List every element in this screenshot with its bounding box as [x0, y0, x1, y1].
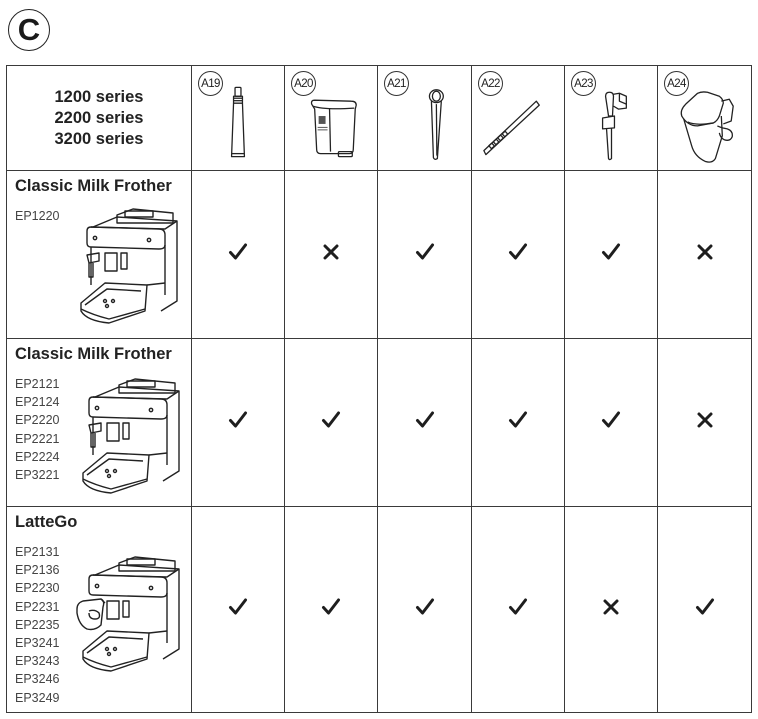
accessory-header-a20 — [285, 66, 378, 171]
model-code: EP2121 — [15, 377, 60, 391]
check-icon — [415, 597, 435, 617]
mark-cell — [658, 171, 752, 339]
model-code: EP3249 — [15, 690, 60, 705]
check-icon — [695, 597, 715, 617]
model-cell — [7, 171, 192, 339]
mark-cell — [658, 507, 752, 713]
series-label: 1200 series — [54, 87, 144, 106]
accessory-code: A20 — [291, 71, 316, 96]
model-codes — [15, 207, 59, 225]
model-code: EP3221 — [15, 468, 60, 483]
mark-cell — [565, 171, 658, 339]
mark-cell — [658, 339, 752, 507]
model-code: EP2221 — [15, 431, 60, 446]
check-icon — [228, 410, 248, 430]
model-title: Classic Milk Frother — [15, 345, 172, 363]
model-title: Classic Milk Frother — [15, 177, 172, 195]
cross-icon — [695, 242, 715, 262]
model-code: EP2235 — [15, 617, 60, 632]
mark-cell — [285, 339, 378, 507]
model-code: EP3243 — [15, 654, 60, 669]
header-row — [7, 66, 752, 171]
mark-cell — [285, 507, 378, 713]
mark-cell — [472, 171, 565, 339]
model-cell — [7, 339, 192, 507]
model-codes — [15, 543, 59, 707]
check-icon — [601, 242, 621, 262]
accessory-code: A21 — [384, 71, 409, 96]
model-code: EP1220 — [15, 209, 60, 223]
table-row — [7, 171, 752, 339]
check-icon — [228, 597, 248, 617]
cross-icon — [695, 410, 715, 430]
table-row — [7, 507, 752, 713]
model-code: EP2124 — [15, 395, 60, 410]
section-badge: C — [8, 9, 50, 51]
model-code: EP2224 — [15, 449, 60, 464]
mark-cell — [565, 339, 658, 507]
espresso-machine-lattego-icon — [75, 553, 191, 677]
series-list — [7, 66, 191, 170]
model-code: EP2230 — [15, 581, 60, 596]
model-code: EP2131 — [15, 545, 60, 559]
mark-cell — [378, 507, 472, 713]
cross-icon — [601, 597, 621, 617]
model-code: EP3246 — [15, 672, 60, 687]
check-icon — [228, 242, 248, 262]
accessory-code: A19 — [198, 71, 223, 96]
accessory-header-a21 — [378, 66, 472, 171]
espresso-machine-classic-frother-icon — [79, 375, 191, 497]
model-code: EP2220 — [15, 413, 60, 428]
accessory-code: A24 — [664, 71, 689, 96]
series-label: 2200 series — [54, 108, 144, 127]
mark-cell — [472, 507, 565, 713]
mark-cell — [192, 507, 285, 713]
model-codes — [15, 375, 59, 484]
model-cell — [7, 507, 192, 713]
compatibility-table — [6, 65, 752, 713]
model-code: EP2231 — [15, 599, 60, 614]
accessory-header-a24 — [658, 66, 752, 171]
model-title: LatteGo — [15, 513, 78, 531]
check-icon — [601, 410, 621, 430]
mark-cell — [472, 339, 565, 507]
accessory-code: A22 — [478, 71, 503, 96]
check-icon — [321, 410, 341, 430]
model-code: EP3241 — [15, 636, 60, 651]
accessory-header-a19 — [192, 66, 285, 171]
check-icon — [415, 242, 435, 262]
accessory-header-a23 — [565, 66, 658, 171]
cross-icon — [321, 242, 341, 262]
check-icon — [508, 242, 528, 262]
check-icon — [508, 410, 528, 430]
check-icon — [321, 597, 341, 617]
mark-cell — [192, 339, 285, 507]
mark-cell — [378, 171, 472, 339]
mark-cell — [285, 171, 378, 339]
model-code: EP2136 — [15, 563, 60, 578]
mark-cell — [192, 171, 285, 339]
series-label: 3200 series — [54, 129, 144, 148]
espresso-machine-classic-frother-icon — [77, 205, 189, 327]
mark-cell — [565, 507, 658, 713]
mark-cell — [378, 339, 472, 507]
accessory-code: A23 — [571, 71, 596, 96]
check-icon — [415, 410, 435, 430]
check-icon — [508, 597, 528, 617]
table-row — [7, 339, 752, 507]
series-header-cell — [7, 66, 192, 171]
accessory-header-a22 — [472, 66, 565, 171]
